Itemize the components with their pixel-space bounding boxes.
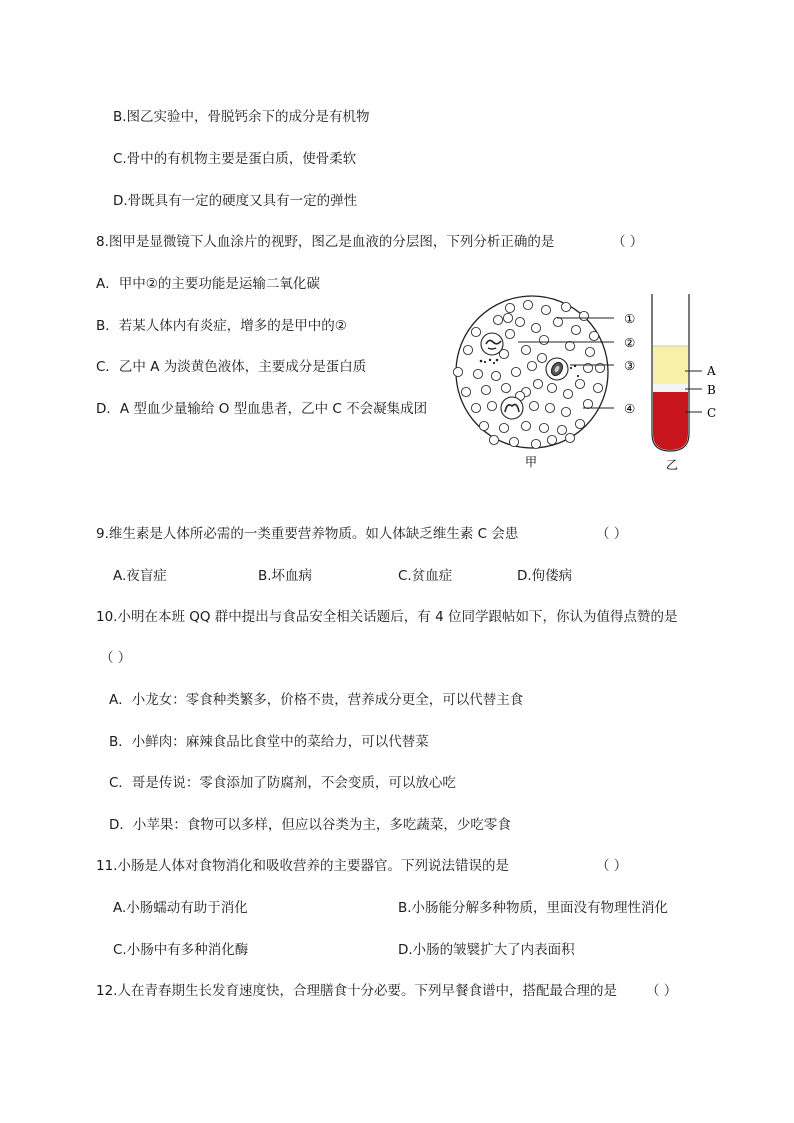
red-blood-cell	[491, 371, 500, 380]
q11-option-a: A.小肠蠕动有助于消化	[113, 900, 248, 916]
red-blood-cell	[501, 383, 510, 392]
red-blood-cell	[489, 435, 498, 444]
red-blood-cell	[463, 345, 472, 354]
red-blood-cell	[563, 389, 572, 398]
red-blood-cell	[461, 387, 470, 396]
q10-stem: 10.小明在本班 QQ 群中提出与食品安全相关话题后，有 4 位同学跟帖如下，你认为值得点赞的是	[96, 609, 678, 625]
red-blood-cell	[553, 317, 562, 326]
q8-option-d: D．A 型血少量输给 O 型血患者，乙中 C 不会凝集成团	[96, 401, 428, 417]
red-blood-cell	[493, 315, 502, 324]
microscope-view	[453, 296, 635, 469]
red-blood-cell	[557, 425, 566, 434]
red-blood-cell	[575, 379, 584, 388]
red-blood-cell	[561, 407, 570, 416]
q11-option-b: B.小肠能分解多种物质，里面没有物理性消化	[398, 900, 669, 916]
red-blood-cell	[521, 421, 530, 430]
q9-option-a: A.夜盲症	[113, 568, 167, 584]
red-blood-cell	[527, 361, 536, 370]
red-blood-cell	[579, 311, 588, 320]
q12-answer-paren: （ ）	[646, 983, 678, 999]
red-blood-cell	[547, 435, 556, 444]
marker-3: ③	[624, 358, 636, 373]
q9-option-d: D.佝偻病	[517, 568, 573, 584]
red-blood-cell	[565, 341, 574, 350]
red-blood-cell	[499, 423, 508, 432]
white-blood-cell	[481, 333, 503, 355]
red-blood-cell	[531, 323, 540, 332]
marker-4: ④	[624, 401, 636, 416]
q8-option-c: C．乙中 A 为淡黄色液体，主要成分是蛋白质	[96, 359, 367, 375]
red-blood-cell	[575, 419, 584, 428]
q9-option-c: C.贫血症	[398, 568, 453, 584]
red-blood-cell	[479, 421, 488, 430]
red-blood-cell	[523, 300, 532, 309]
layer-c-rbc	[653, 392, 688, 450]
layer-label-b: B	[707, 383, 716, 397]
q7-option-c: C.骨中的有机物主要是蛋白质，使骨柔软	[113, 151, 357, 167]
q9-stem: 9.维生素是人体所必需的一类重要营养物质。如人体缺乏维生素 C 会患	[96, 526, 519, 542]
red-blood-cell	[529, 401, 538, 410]
red-blood-cell	[565, 433, 574, 442]
layer-label-a: A	[707, 364, 716, 378]
red-blood-cell	[585, 347, 594, 356]
red-blood-cell	[453, 367, 462, 376]
red-blood-cell	[539, 423, 548, 432]
q12-stem: 12.人在青春期生长发育速度快，合理膳食十分必要。下列早餐食谱中，搭配最合理的是	[96, 983, 617, 999]
q9-answer-paren: （ ）	[596, 526, 628, 542]
red-blood-cell	[473, 369, 482, 378]
white-blood-cell	[546, 358, 568, 380]
red-blood-cell	[561, 302, 570, 311]
red-blood-cell	[505, 329, 514, 338]
red-blood-cell	[545, 403, 554, 412]
red-blood-cell	[589, 331, 598, 340]
q9-option-b: B.坏血病	[258, 568, 313, 584]
test-tube	[652, 294, 716, 472]
red-blood-cell	[481, 385, 490, 394]
blood-figure	[448, 288, 738, 476]
red-blood-cell	[503, 313, 512, 322]
q10-option-a: A．小龙女：零食种类繁多，价格不贵，营养成分更全，可以代替主食	[109, 692, 524, 708]
marker-1: ①	[624, 311, 636, 326]
red-blood-cell	[505, 303, 514, 312]
red-blood-cell	[521, 345, 530, 354]
red-blood-cell	[583, 399, 592, 408]
layer-a-plasma	[653, 346, 688, 384]
figure-label-yi: 乙	[666, 458, 679, 472]
q11-option-c: C.小肠中有多种消化酶	[113, 942, 249, 958]
q8-stem: 8.图甲是显微镜下人血涂片的视野，图乙是血液的分层图，下列分析正确的是	[96, 234, 555, 250]
q11-stem: 11.小肠是人体对食物消化和吸收营养的主要器官。下列说法错误的是	[96, 858, 509, 874]
q10-answer-paren: （ ）	[100, 650, 132, 666]
red-blood-cell	[471, 403, 480, 412]
q8-option-a: A．甲中②的主要功能是运输二氧化碳	[96, 276, 320, 292]
red-blood-cell	[537, 353, 546, 362]
red-blood-cell	[515, 317, 524, 326]
q11-answer-paren: （ ）	[596, 858, 628, 874]
q10-option-c: C．哥是传说：零食添加了防腐剂，不会变质，可以放心吃	[109, 775, 456, 791]
red-blood-cell	[487, 401, 496, 410]
red-blood-cell	[471, 327, 480, 336]
red-blood-cell	[539, 335, 548, 344]
red-blood-cell	[571, 325, 580, 334]
q11-option-d: D.小肠的皱襞扩大了内表面积	[398, 942, 575, 958]
figure-label-jia: 甲	[525, 455, 538, 469]
q10-option-d: D．小苹果：食物可以多样，但应以谷类为主，多吃蔬菜，少吃零食	[109, 817, 511, 833]
red-blood-cell	[511, 367, 520, 376]
red-blood-cell	[533, 379, 542, 388]
white-blood-cell	[501, 397, 523, 419]
layer-b	[653, 384, 688, 392]
red-blood-cell	[547, 383, 556, 392]
layer-label-c: C	[707, 406, 717, 420]
red-blood-cell	[593, 383, 602, 392]
q10-option-b: B．小鲜肉：麻辣食品比食堂中的菜给力，可以代替菜	[109, 734, 429, 750]
marker-2: ②	[624, 335, 636, 350]
q7-option-b: B.图乙实验中，骨脱钙余下的成分是有机物	[113, 109, 370, 125]
q8-answer-paren: （ ）	[612, 234, 644, 250]
red-blood-cell	[509, 437, 518, 446]
q8-option-b: B．若某人体内有炎症，增多的是甲中的②	[96, 318, 347, 334]
red-blood-cell	[531, 439, 540, 448]
red-blood-cell	[541, 305, 550, 314]
q7-option-d: D.骨既具有一定的硬度又具有一定的弹性	[113, 193, 358, 209]
